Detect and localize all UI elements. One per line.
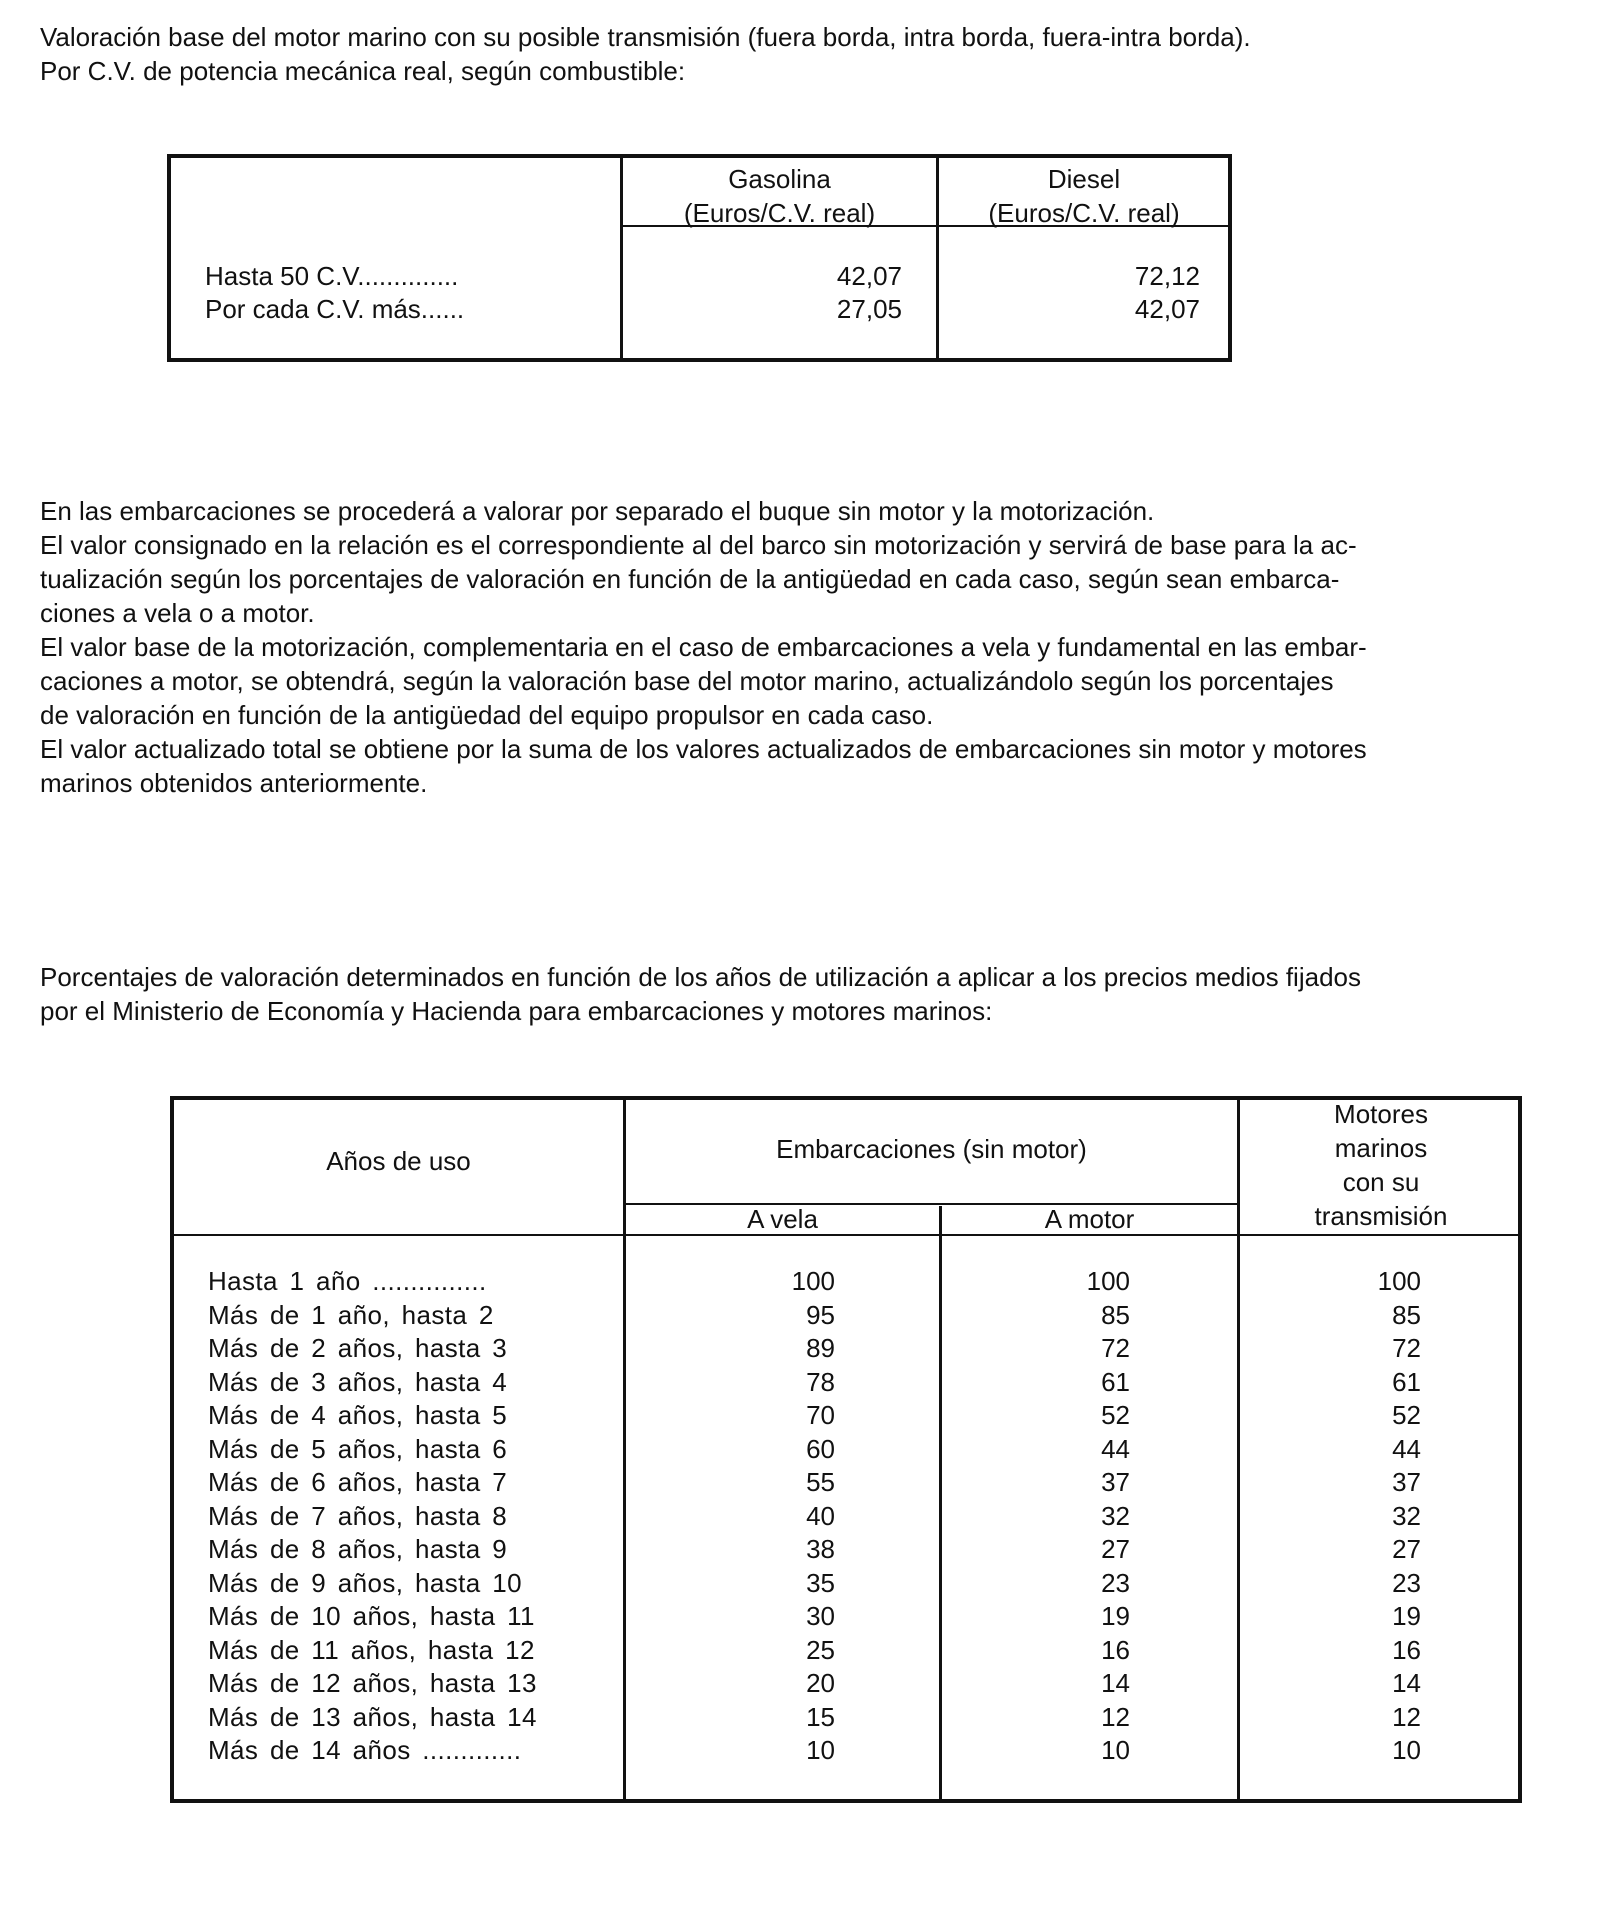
table-row: Más de 14 años ............. 10 10 10	[208, 1735, 1421, 1765]
value-diesel: 72,12	[1134, 261, 1200, 291]
table-row: Más de 6 años, hasta 7 55 37 37	[208, 1467, 1421, 1497]
table-row: Más de 13 años, hasta 14 15 12 12	[208, 1701, 1421, 1732]
header-anos-de-uso: Años de uso	[326, 1146, 471, 1176]
explanation-line: de valoración en función de la antigüedad del equipo propulsor en cada caso.	[40, 700, 934, 730]
row-label: Por cada C.V. más......	[205, 294, 465, 324]
table-row: Más de 5 años, hasta 6 60 44 44	[208, 1433, 1421, 1464]
table-row: Más de 12 años, hasta 13 20 14 14	[208, 1668, 1421, 1698]
row-label: Hasta 50 C.V..............	[205, 261, 459, 291]
intro-line: Valoración base del motor marino con su posible transmisión (fuera borda, intra borda, fuera-intra borda).	[40, 22, 1251, 52]
table-row: Más de 9 años, hasta 10 35 23 23	[208, 1567, 1421, 1598]
header-gasolina: Gasolina (Euros/C.V. real)	[683, 164, 876, 228]
percent-intro-line: Porcentajes de valoración determinados en función de los años de utilización a aplicar a los precios medios fijados	[40, 962, 1361, 992]
table-row: Más de 7 años, hasta 8 40 32 32	[208, 1500, 1421, 1531]
table-row: Hasta 1 año ............... 100 100 100	[208, 1266, 1421, 1296]
percent-valuation-table	[170, 1096, 1522, 1803]
table-row: Más de 1 año, hasta 2 95 85 85	[208, 1299, 1421, 1330]
table-row: Más de 8 años, hasta 9 38 27 27	[208, 1534, 1421, 1564]
explanation-line: ciones a vela o a motor.	[40, 598, 315, 628]
table-row: Más de 3 años, hasta 4 78 61 61	[208, 1366, 1421, 1397]
header-embarcaciones: Embarcaciones (sin motor)	[776, 1134, 1087, 1164]
header-a-vela: A vela	[747, 1204, 818, 1234]
percent-intro-line: por el Ministerio de Economía y Hacienda para embarcaciones y motores marinos:	[40, 996, 993, 1026]
header-a-motor: A motor	[1044, 1204, 1135, 1234]
table-row: Más de 4 años, hasta 5 70 52 52	[208, 1400, 1421, 1430]
table-body	[174, 1265, 1518, 1768]
explanation-line: El valor base de la motorización, complementaria en el caso de embarcaciones a vela y fundamental en las embar-	[40, 632, 1367, 662]
table-row: Más de 11 años, hasta 12 25 16 16	[208, 1634, 1421, 1665]
header-motores-marinos: Motores marinos con su transmisión	[1314, 1099, 1448, 1231]
intro-paragraph	[40, 20, 1570, 88]
intro-line: Por C.V. de potencia mecánica real, según combustible:	[40, 56, 686, 86]
table-row: Más de 10 años, hasta 11 30 19 19	[208, 1601, 1421, 1631]
value-gasolina: 27,05	[836, 294, 902, 324]
explanation-line: tualización según los porcentajes de valoración en función de la antigüedad en cada caso, según sean embarca-	[40, 564, 1340, 594]
header-diesel: Diesel (Euros/C.V. real)	[988, 164, 1180, 228]
explanation-paragraph	[40, 494, 1570, 800]
explanation-line: En las embarcaciones se procederá a valorar por separado el buque sin motor y la motorización.	[40, 496, 1155, 526]
explanation-line: caciones a motor, se obtendrá, según la valoración base del motor marino, actualizándolo según los porcentajes	[40, 666, 1334, 696]
explanation-line: El valor consignado en la relación es el correspondiente al del barco sin motorización y servirá de base para la ac-	[40, 530, 1357, 560]
percent-intro-paragraph	[40, 960, 1570, 1028]
motor-valuation-table	[167, 154, 1232, 362]
value-gasolina: 42,07	[836, 261, 902, 291]
explanation-line: El valor actualizado total se obtiene por la suma de los valores actualizados de embarcaciones sin motor y motores	[40, 734, 1367, 764]
explanation-line: marinos obtenidos anteriormente.	[40, 768, 428, 798]
table-row: Más de 2 años, hasta 3 89 72 72	[208, 1333, 1421, 1363]
value-diesel: 42,07	[1134, 294, 1200, 324]
